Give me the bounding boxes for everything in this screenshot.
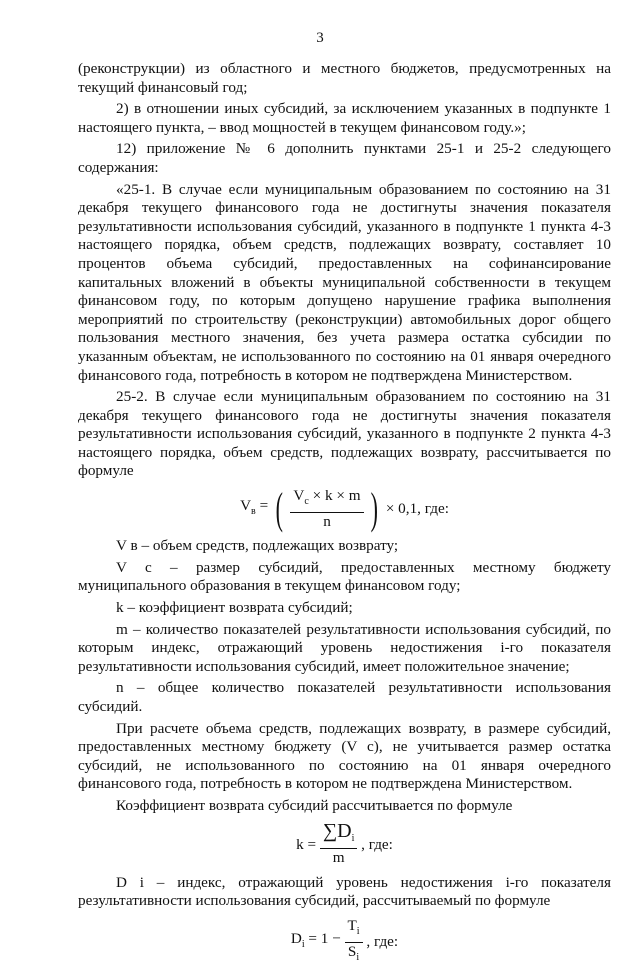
paragraph: При расчете объема средств, подлежащих возврату, в размере субсидий, предоставленных местному бюджету (V c), не учитывается размер остатка субсидий, не использованного по состоянию на 01 января очередного финансового года, потребность в котором не подтверждена Министерством. — [78, 719, 611, 793]
page-number: 3 — [316, 30, 324, 46]
formula-rhs: × 0,1, где: — [385, 499, 449, 517]
denominator: $S_i$ — [347, 942, 360, 963]
paragraph: (реконструкции) из областного и местного бюджетов, предусмотренных на текущий финансовый год; — [78, 60, 611, 96]
paragraph: 2) в отношении иных субсидий, за исключением указанных в подпункте 1 настоящего пункта, – ввод мощностей в текущем финансовом году.»; — [78, 100, 611, 136]
fraction — [320, 819, 357, 868]
fraction — [290, 487, 363, 531]
formula-lhs: $D_i = 1$ − — [290, 929, 341, 950]
denominator: n — [323, 512, 331, 530]
paragraph: Коэффициент возврата субсидий рассчитывается по формуле — [116, 797, 513, 814]
paragraph: D i – индекс, отражающий уровень недостижения i-го показателя результативности использования субсидий, рассчитываемый по формуле — [78, 873, 611, 910]
formula-lhs: $V_в$ = — [240, 496, 269, 517]
formula-lhs: k = — [296, 835, 317, 853]
definition: V в – объем средств, подлежащих возврату; — [116, 537, 399, 555]
definition: V c – размер субсидий, предоставленных местному бюджету муниципального образования в текущем финансовом году; — [78, 558, 611, 595]
document-body — [78, 60, 611, 973]
denominator: m — [332, 849, 345, 867]
numerator: $V_c \times k \times m$ — [290, 487, 363, 513]
paragraph: 12) приложение № 6 дополнить пунктами 25-1 и 25-2 следующего содержания: — [78, 140, 611, 176]
formula-di — [78, 917, 611, 967]
numerator: $T_i$ — [345, 917, 363, 943]
formula-k — [78, 819, 611, 868]
formula-rhs: , где: — [361, 835, 393, 853]
paragraph: «25-1. В случае если муниципальным образованием по состоянию на 31 декабря текущего финансового года не достигнуты значения показателя результативности использования субсидий, указанного в подпункте 1 пункта 4-3 настоящего порядка, объем средств, подлежащих возврату, составляет 10 процентов объема субсидий, предоставленных на софинансирование капитальных вложений в объекты муниципальной собственности в текущем финансовом году, по которым допущено нарушение графика выполнения мероприятий по строительству (реконструкции) автомобильных дорог общего пользования местного значения, без учета размера остатка субсидии по указанным объектам, не использованного по состоянию на 01 января очередного финансового года, потребность в котором не подтверждена Министерством. — [78, 180, 611, 384]
paragraph: 25-2. В случае если муниципальным образованием по состоянию на 31 декабря текущего финансового года не достигнуты значения показателя результативности использования субсидий, указанного в подпункте 2 пункта 4-3 настоящего порядка, объем средств, подлежащих возврату, рассчитывается по формуле — [78, 388, 611, 480]
formula-vv — [78, 484, 611, 534]
definition: n – общее количество показателей результативности использования субсидий. — [78, 679, 611, 716]
definition: k – коэффициент возврата субсидий; — [116, 599, 353, 617]
numerator: $\sum D_i$ — [320, 822, 357, 850]
right-paren: ) — [371, 484, 379, 534]
fraction — [345, 917, 363, 967]
definition: m – количество показателей результативности использования субсидий, по которым индекс, отражающий уровень недостижения i-го показателя результативности использования субсидий, имеет положительное значение; — [78, 620, 611, 675]
formula-rhs: , где: — [366, 932, 399, 950]
left-paren: ( — [275, 484, 283, 534]
